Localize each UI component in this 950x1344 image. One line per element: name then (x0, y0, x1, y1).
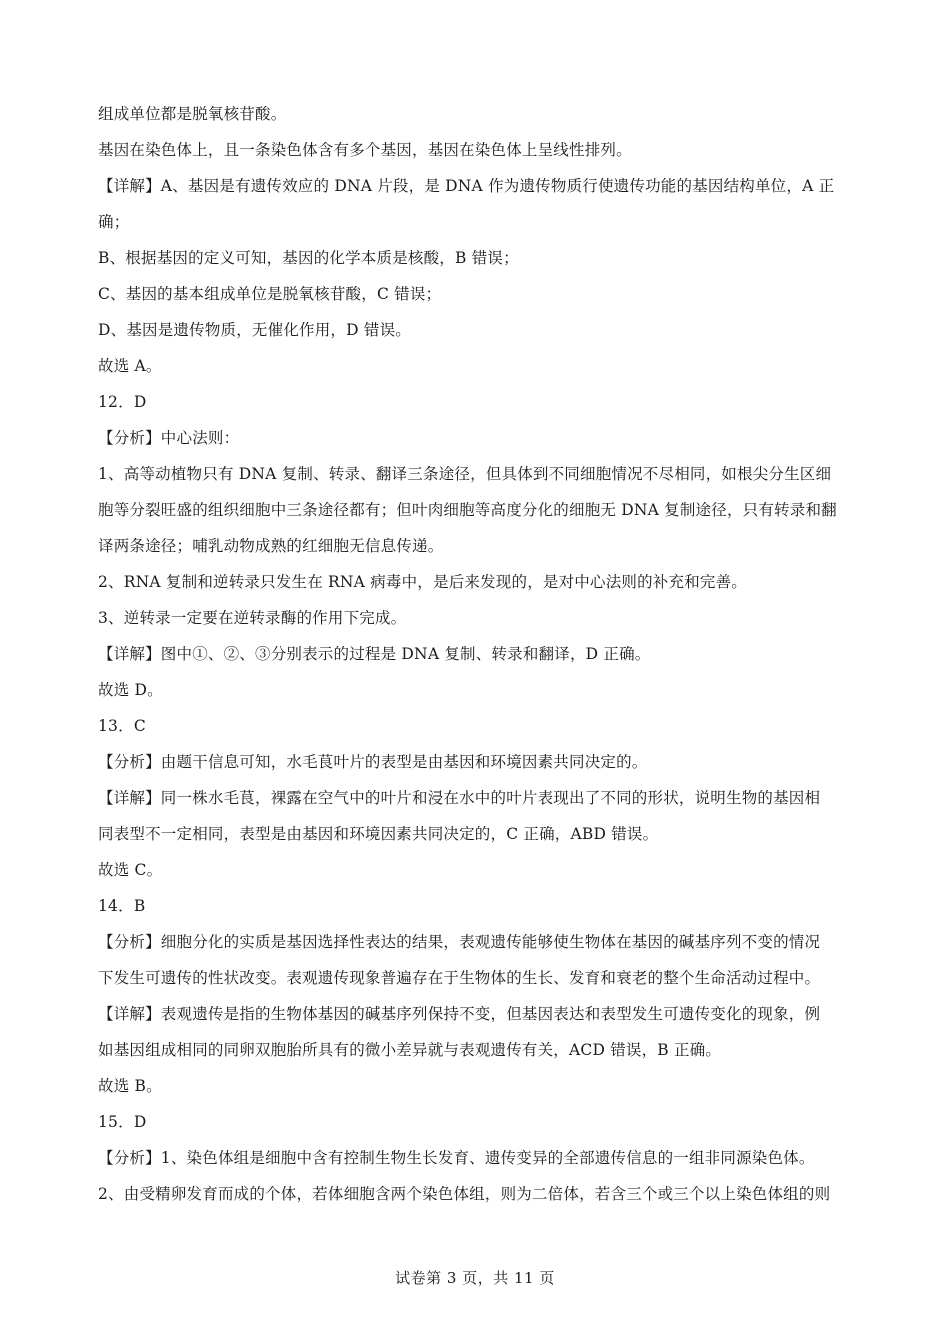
text-line: 2、由受精卵发育而成的个体，若体细胞含两个染色体组，则为二倍体，若含三个或三个以上染色体组的则 (98, 1185, 831, 1203)
text-line: 同表型不一定相同，表型是由基因和环境因素共同决定的，C 正确，ABD 错误。 (98, 825, 659, 843)
text-line: 故选 C。 (98, 861, 163, 879)
question-number: 13．C (98, 717, 146, 735)
text-line: 【详解】同一株水毛茛，裸露在空气中的叶片和浸在水中的叶片表现出了不同的形状，说明生物的基因相 (98, 789, 821, 807)
text-line: 确； (98, 213, 130, 231)
text-line: 故选 B。 (98, 1077, 162, 1095)
text-line: 组成单位都是脱氧核苷酸。 (98, 105, 287, 123)
answer-explanation-text (98, 96, 858, 1212)
text-line: 2、RNA 复制和逆转录只发生在 RNA 病毒中，是后来发现的，是对中心法则的补充和完善。 (98, 573, 747, 591)
text-line: 故选 A。 (98, 357, 162, 375)
text-line: 【详解】A、基因是有遗传效应的 DNA 片段，是 DNA 作为遗传物质行使遗传功能的基因结构单位，A 正 (98, 177, 835, 195)
text-line: 【分析】由题干信息可知，水毛茛叶片的表型是由基因和环境因素共同决定的。 (98, 753, 648, 771)
text-line: 基因在染色体上，且一条染色体含有多个基因，基因在染色体上呈线性排列。 (98, 141, 632, 159)
text-line: 译两条途径；哺乳动物成熟的红细胞无信息传递。 (98, 537, 444, 555)
text-line: B、根据基因的定义可知，基因的化学本质是核酸，B 错误； (98, 249, 519, 267)
question-number: 15．D (98, 1113, 147, 1131)
text-line: 【分析】1、染色体组是细胞中含有控制生物生长发育、遗传变异的全部遗传信息的一组非同源染色体。 (98, 1149, 815, 1167)
text-line: 【分析】中心法则： (98, 429, 240, 447)
text-line: 下发生可遗传的性状改变。表观遗传现象普遍存在于生物体的生长、发育和衰老的整个生命活动过程中。 (98, 969, 821, 987)
text-line: 【详解】图中①、②、③分别表示的过程是 DNA 复制、转录和翻译，D 正确。 (98, 645, 651, 663)
question-number: 14．B (98, 897, 146, 915)
text-line: 1、高等动植物只有 DNA 复制、转录、翻译三条途径，但具体到不同细胞情况不尽相同，如根尖分生区细 (98, 465, 832, 483)
text-line: 胞等分裂旺盛的组织细胞中三条途径都有；但叶肉细胞等高度分化的细胞无 DNA 复制途径，只有转录和翻 (98, 501, 837, 519)
text-line: D、基因是遗传物质，无催化作用，D 错误。 (98, 321, 411, 339)
text-line: 3、逆转录一定要在逆转录酶的作用下完成。 (98, 609, 407, 627)
text-line: 故选 D。 (98, 681, 163, 699)
text-line: C、基因的基本组成单位是脱氧核苷酸，C 错误； (98, 285, 442, 303)
text-line: 【详解】表观遗传是指的生物体基因的碱基序列保持不变，但基因表达和表型发生可遗传变化的现象，例 (98, 1005, 821, 1023)
question-number: 12．D (98, 393, 147, 411)
page-footer: 试卷第 3 页，共 11 页 (395, 1269, 555, 1287)
text-line: 如基因组成相同的同卵双胞胎所具有的微小差异就与表观遗传有关，ACD 错误，B 正确。 (98, 1041, 722, 1059)
text-line: 【分析】细胞分化的实质是基因选择性表达的结果，表观遗传能够使生物体在基因的碱基序列不变的情况 (98, 933, 821, 951)
